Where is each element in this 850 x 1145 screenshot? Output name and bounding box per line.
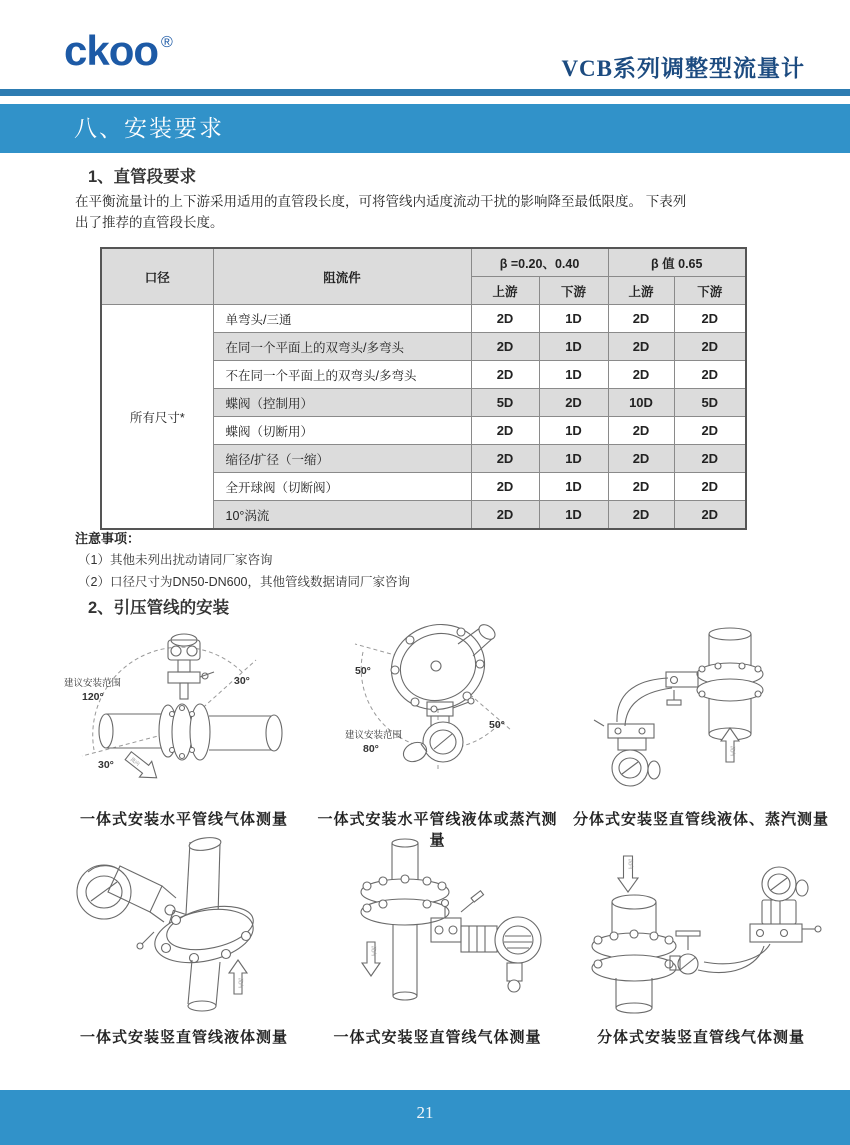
- transmitter-icon: [750, 867, 821, 942]
- pipe-flange: [592, 895, 676, 1013]
- transmitter-icon: [400, 722, 463, 765]
- angle-label: 30°: [98, 759, 114, 771]
- brand-logo-text: ckoo: [64, 27, 159, 74]
- diagram-vertical-liquid-drawing: [58, 836, 310, 1022]
- notes-title: 注意事项：: [75, 531, 141, 546]
- flow-arrow: [229, 960, 247, 994]
- cell-value: 2D: [471, 473, 539, 501]
- section1-body: [75, 191, 790, 233]
- cell-obstruction: 10°涡流: [213, 501, 471, 530]
- document-title: VCB系列调整型流量计: [561, 56, 805, 81]
- brand-logo: [64, 27, 172, 74]
- svg-text:流向: 流向: [729, 746, 735, 757]
- cell-value: 1D: [539, 417, 608, 445]
- body-line: 在平衡流量计的上下游采用适用的直管段长度，可将管线内适度流动干扰的影响降至最低限度。 下表列: [75, 194, 687, 209]
- cell-obstruction: 不在同一个平面上的双弯头/多弯头: [213, 361, 471, 389]
- angle-label: 30°: [234, 675, 250, 687]
- pipe-flange: [361, 839, 449, 1000]
- range-label: 建议安装范围: [64, 678, 122, 689]
- cell-value: 10D: [608, 389, 674, 417]
- flow-arrow: [122, 748, 163, 786]
- cell-obstruction: 在同一个平面上的双弯头/多弯头: [213, 333, 471, 361]
- cell-value: 2D: [674, 445, 746, 473]
- footer-bar: [0, 1090, 850, 1145]
- diagram-vertical-gas-drawing: [315, 836, 560, 1022]
- cell-obstruction: 蝶阀（控制用）: [213, 389, 471, 417]
- section-banner-title: 八、安装要求: [74, 115, 224, 141]
- col-group-beta-large: β 值 0.65: [608, 248, 746, 277]
- cell-obstruction: 缩径/扩径（一缩）: [213, 445, 471, 473]
- diagram-horizontal-liquid-drawing: [315, 622, 560, 804]
- cell-all-sizes: 所有尺寸*: [101, 305, 213, 530]
- note-item: （2）口径尺寸为DN50-DN600，其他管线数据请同厂家咨询: [78, 575, 410, 589]
- cell-value: 2D: [608, 305, 674, 333]
- cell-obstruction: 单弯头/三通: [213, 305, 471, 333]
- col-header-obstruction: 阻流件: [213, 248, 471, 305]
- cell-value: 2D: [608, 445, 674, 473]
- cell-value: 2D: [674, 305, 746, 333]
- cell-value: 1D: [539, 333, 608, 361]
- col-group-beta-small: β =0.20、0.40: [471, 248, 608, 277]
- table-row: [101, 305, 746, 333]
- svg-text:流向: 流向: [627, 859, 633, 870]
- cell-value: 2D: [471, 445, 539, 473]
- diagram-caption: 一体式安装竖直管线液体测量: [79, 1029, 288, 1046]
- registered-mark-icon: ®: [161, 34, 172, 51]
- diagram-horizontal-liquid: [315, 622, 560, 850]
- cell-value: 1D: [539, 473, 608, 501]
- cell-value: 2D: [674, 501, 746, 530]
- manifold: [427, 698, 474, 726]
- diagram-caption: 一体式安装竖直管线气体测量: [333, 1029, 542, 1046]
- diagram-caption: 分体式安装竖直管线液体、蒸汽测量: [572, 811, 829, 828]
- straight-run-table: [100, 247, 747, 530]
- cell-value: 2D: [471, 501, 539, 530]
- page-number: 21: [416, 1103, 434, 1122]
- section1-title: 1、直管段要求: [88, 168, 197, 186]
- diagram-remote-vertical-liquid: [570, 622, 832, 829]
- cell-value: 2D: [674, 473, 746, 501]
- cell-value: 2D: [471, 417, 539, 445]
- impulse-tubes: [617, 678, 672, 726]
- cell-value: 2D: [608, 333, 674, 361]
- cell-value: 2D: [608, 501, 674, 530]
- diagram-horizontal-gas: [58, 622, 310, 829]
- table-header-row: [101, 248, 746, 277]
- range-angle: 120°: [82, 691, 104, 703]
- cell-obstruction: 蝶阀（切断用）: [213, 417, 471, 445]
- flow-arrow: [362, 942, 380, 976]
- subheader-upstream: 上游: [608, 277, 674, 305]
- flow-arrow: [618, 856, 638, 892]
- cell-value: 1D: [539, 501, 608, 530]
- cell-value: 1D: [539, 361, 608, 389]
- diagram-remote-vertical-gas: [570, 836, 832, 1047]
- diagram-caption: 一体式安装水平管线气体测量: [79, 811, 288, 828]
- range-label: 建议安装范围: [345, 730, 403, 741]
- subheader-downstream: 下游: [539, 277, 608, 305]
- cell-obstruction: 全开球阀（切断阀）: [213, 473, 471, 501]
- angle-label: 50°: [355, 665, 371, 677]
- transmitter-icon: [461, 917, 541, 992]
- note-item: （1）其他未列出扰动请同厂家咨询: [78, 553, 273, 567]
- transmitter-icon: [594, 720, 660, 786]
- cell-value: 2D: [471, 305, 539, 333]
- cell-value: 1D: [539, 445, 608, 473]
- cell-value: 2D: [608, 361, 674, 389]
- impulse-tubes: [698, 944, 770, 973]
- cell-value: 2D: [674, 333, 746, 361]
- cell-value: 5D: [471, 389, 539, 417]
- svg-text:流向: 流向: [370, 946, 376, 957]
- section2-title: 2、引压管线的安装: [88, 599, 230, 617]
- transmitter-icon: [77, 865, 176, 922]
- section-banner: [0, 104, 850, 153]
- body-line: 出了推荐的直管段长度。: [75, 215, 224, 230]
- pipe-flange: [380, 622, 497, 721]
- subheader-upstream: 上游: [471, 277, 539, 305]
- cell-value: 2D: [608, 417, 674, 445]
- cell-value: 2D: [471, 361, 539, 389]
- diagram-vertical-liquid: [58, 836, 310, 1047]
- cell-value: 1D: [539, 305, 608, 333]
- pipe: [99, 704, 282, 760]
- diagram-horizontal-gas-drawing: [58, 622, 310, 804]
- cell-value: 5D: [674, 389, 746, 417]
- cell-value: 2D: [608, 473, 674, 501]
- diagram-remote-vertical-gas-drawing: [570, 836, 832, 1022]
- subheader-downstream: 下游: [674, 277, 746, 305]
- pipe: [697, 628, 763, 740]
- range-angle: 80°: [363, 743, 379, 755]
- transmitter-icon: [168, 634, 214, 699]
- svg-text:流向: 流向: [128, 756, 141, 768]
- cell-value: 2D: [674, 417, 746, 445]
- cell-value: 2D: [471, 333, 539, 361]
- diagram-caption: 一体式安装水平管线液体或蒸汽测量: [317, 811, 558, 849]
- cell-value: 2D: [674, 361, 746, 389]
- cell-value: 2D: [539, 389, 608, 417]
- angle-label: 50°: [489, 719, 505, 731]
- diagram-caption: 分体式安装竖直管线气体测量: [596, 1029, 805, 1046]
- svg-text:流向: 流向: [237, 978, 243, 989]
- header-divider: [0, 89, 850, 96]
- col-header-diameter: 口径: [101, 248, 213, 305]
- diagram-remote-vertical-liquid-drawing: [570, 622, 832, 804]
- diagram-vertical-gas: [315, 836, 560, 1047]
